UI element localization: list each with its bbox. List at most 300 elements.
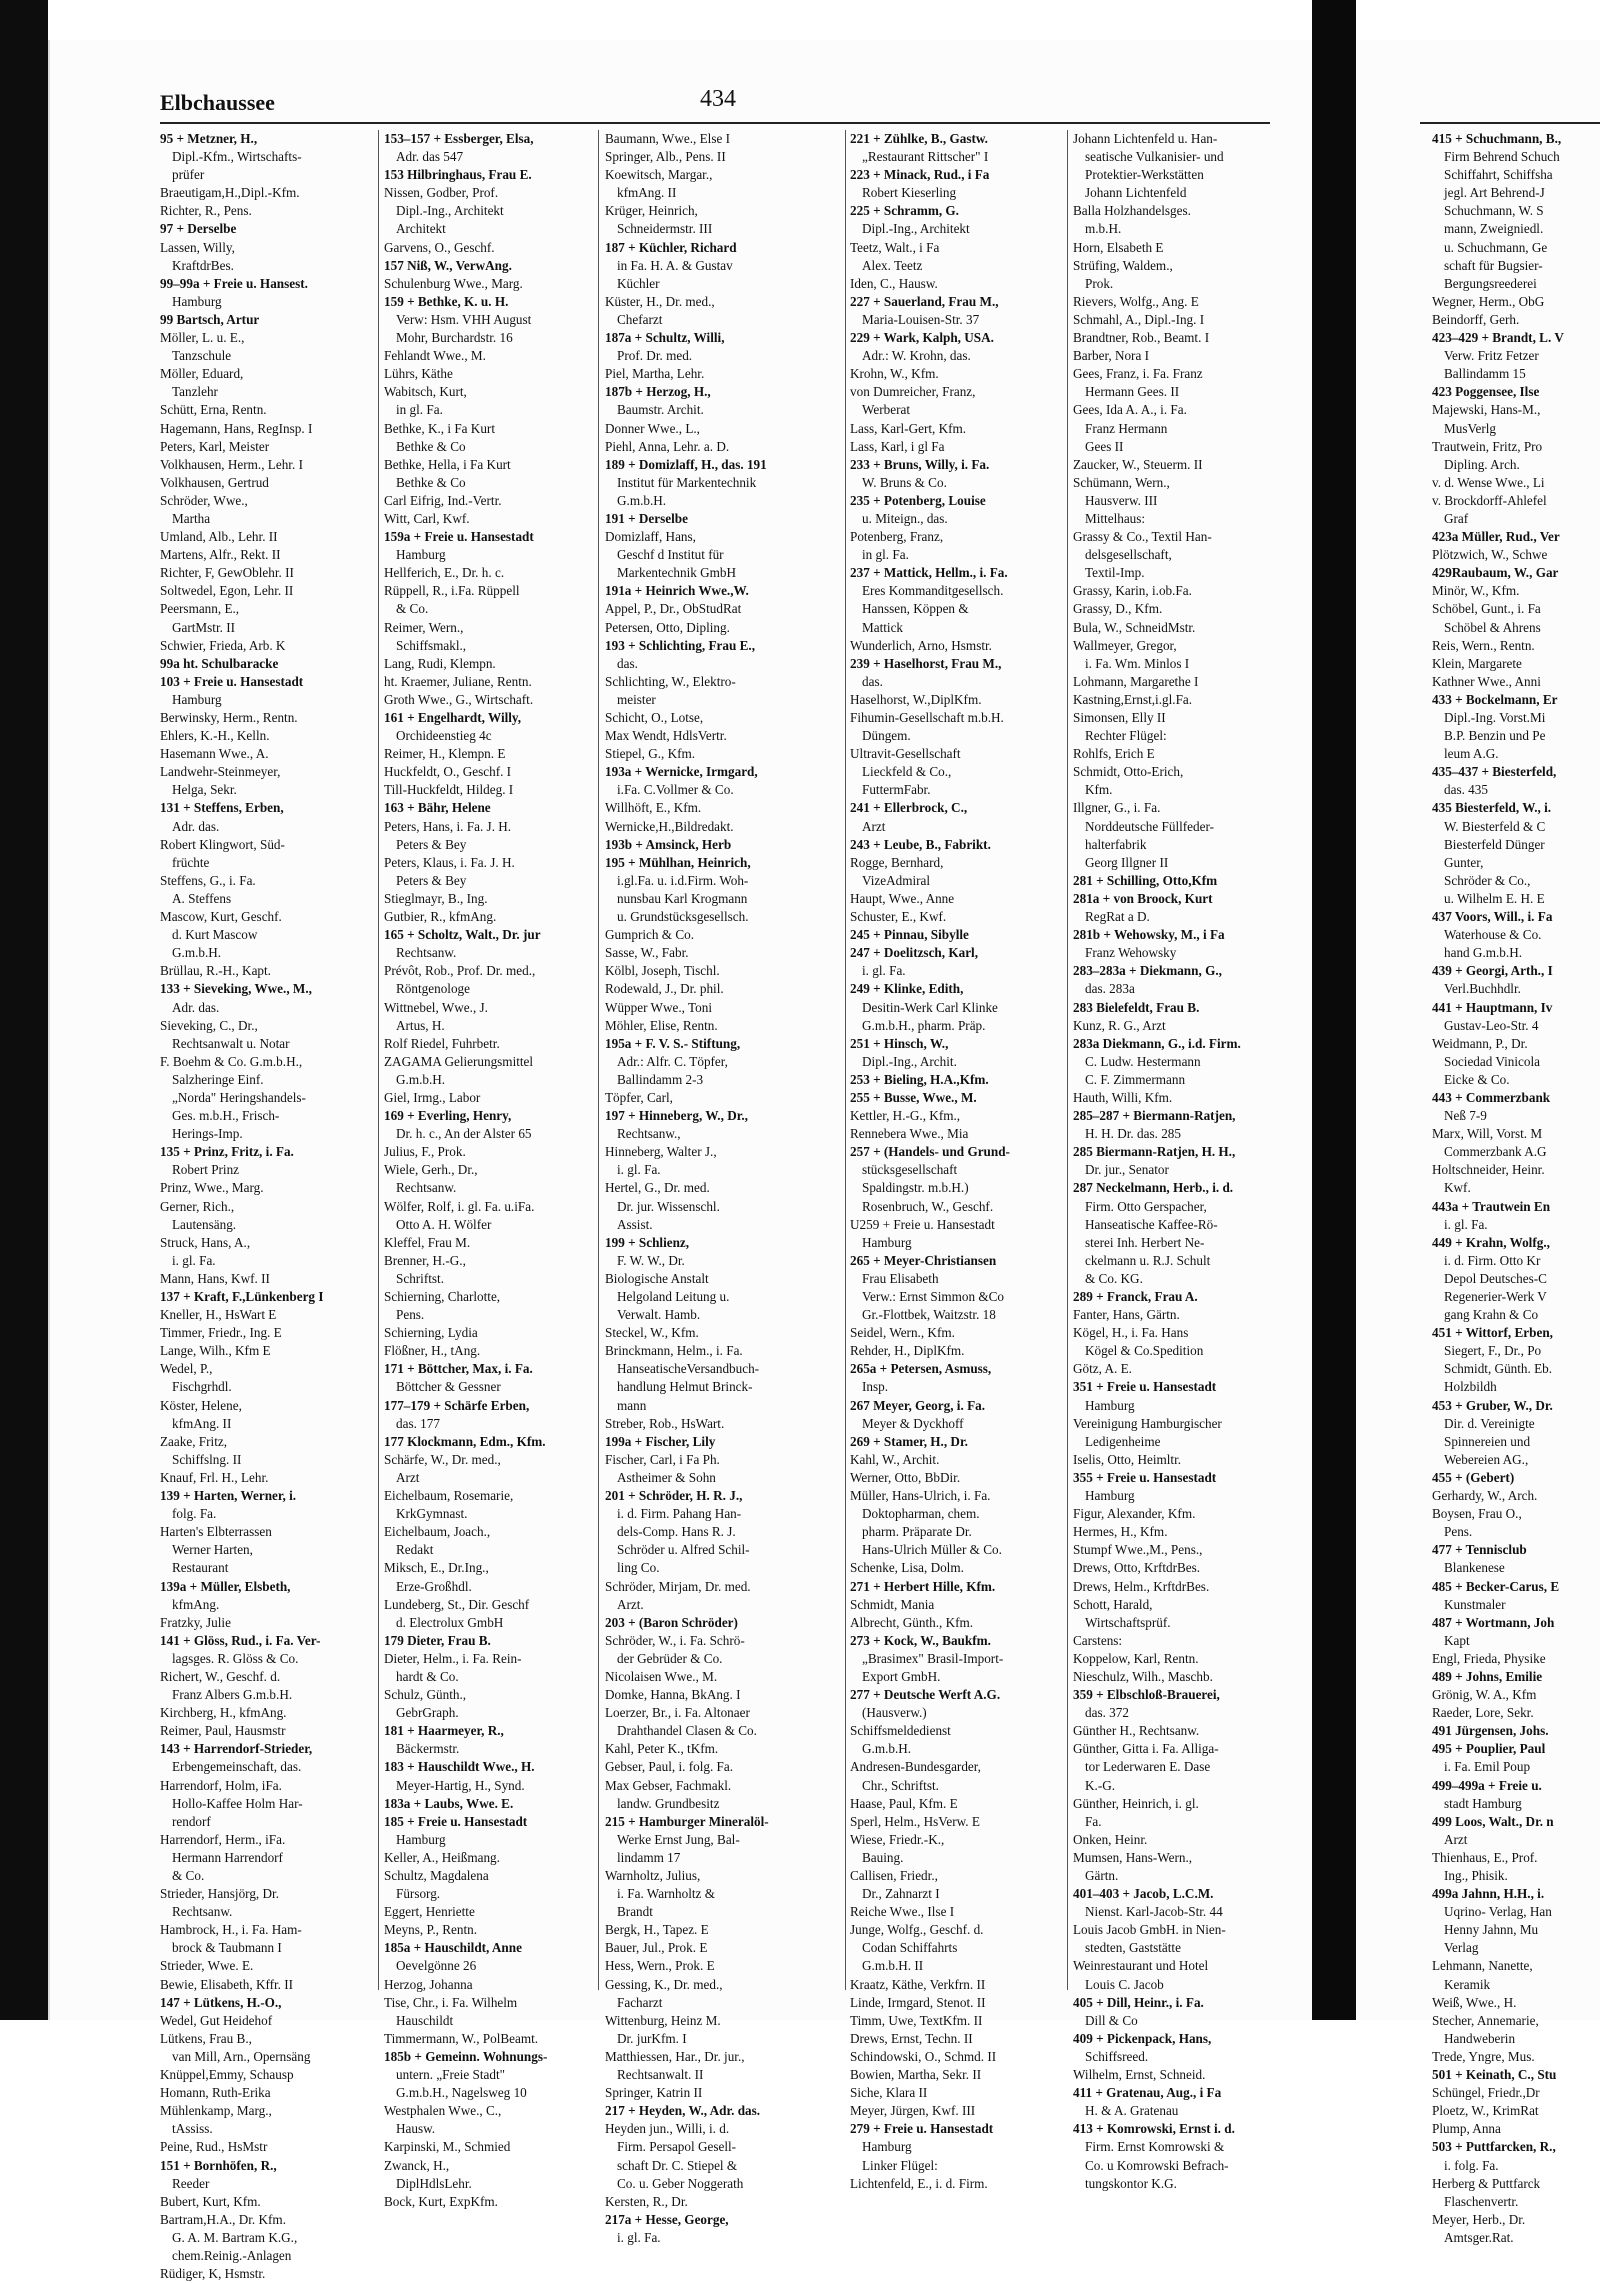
directory-entry-line: Franz Albers G.m.b.H. [172,1687,293,1703]
directory-entry-line: Schröder, W., i. Fa. Schrö- [605,1632,745,1648]
directory-entry-line: Reimer, Paul, Hausmstr [160,1723,286,1739]
directory-entry-line: 411 + Gratenau, Aug., i Fa [1073,2085,1222,2101]
directory-entry-line: tungskontor K.G. [1085,2175,1177,2191]
directory-entry-line: Schröder, Wwe., [160,492,248,508]
next-page-header-rule [1420,100,1600,124]
directory-entry-line: 201 + Schröder, H. R. J., [605,1488,743,1504]
directory-entry-line: i. gl. Fa. [862,963,906,979]
directory-entry-line: 193 + Schlichting, Frau E., [605,637,756,653]
directory-entry-line: Schlichting, W., Elektro- [605,673,736,689]
directory-entry-line: Orchideenstieg 4c [396,728,492,744]
directory-entry-line: Hagemann, Hans, RegInsp. I [160,420,313,436]
directory-entry-line: Artus, H. [396,1017,445,1033]
directory-entry-line: 265a + Petersen, Asmuss, [850,1361,992,1377]
directory-entry-line: Sasse, W., Fabr. [605,945,689,961]
directory-entry-line: Pens. [396,1307,425,1323]
directory-entry-line: Küster, H., Dr. med., [605,293,715,309]
directory-entry-line: Uqrino- Verlag, Han [1444,1904,1552,1920]
directory-entry-line: kfmAng. II [172,1415,232,1431]
directory-entry-line: Hertel, G., Dr. med. [605,1180,710,1196]
directory-entry-line: Georg Illgner II [1085,854,1169,870]
directory-entry-line: Siche, Klara II [850,2085,928,2101]
directory-entry-line: 233 + Bruns, Willy, i. Fa. [850,456,990,472]
directory-column-2 [384,130,589,2209]
directory-entry-line: Gessing, K., Dr. med., [605,1976,723,1992]
directory-entry-line: Drews, Ernst, Techn. II [850,2030,973,2046]
directory-entry-line: Wedel, Gut Heidehof [160,2012,273,2028]
directory-entry-line: 185a + Hauschildt, Anne [384,1940,522,1956]
directory-entry-line: Oevelgönne 26 [396,1958,477,1974]
directory-entry-line: Mascow, Kurt, Geschf. [160,909,282,925]
directory-entry-line: Co. u. Geber Noggerath [617,2175,744,2191]
directory-entry-line: v. Brockdorff-Ahlefel [1432,492,1547,508]
directory-entry-line: Meyer, Herb., Dr. [1432,2211,1526,2227]
directory-entry-line: Springer, Alb., Pens. II [605,149,726,165]
directory-entry-line: i. Fa. Warnholtz & [617,1886,715,1902]
directory-entry-line: Redakt [396,1542,434,1558]
directory-entry-line: Kastning,Ernst,i.gl.Fa. [1073,691,1193,707]
directory-entry-line: Hamburg [862,2139,912,2155]
directory-entry-line: Fa. [1085,1813,1102,1829]
directory-entry-line: Rennebera Wwe., Mia [850,1126,969,1142]
directory-entry-line: Peersmann, E., [160,601,240,617]
directory-entry-line: 351 + Freie u. Hansestadt [1073,1379,1217,1395]
directory-entry-line: B.P. Benzin und Pe [1444,728,1546,744]
directory-entry-line: Weiß, Wwe., H. [1432,1994,1517,2010]
directory-entry-line: 135 + Prinz, Fritz, i. Fa. [160,1144,294,1160]
column-divider [1067,130,1068,1990]
directory-entry-line: Wabitsch, Kurt, [384,384,467,400]
directory-entry-line: Dieter, Helm., i. Fa. Rein- [384,1650,522,1666]
directory-entry-line: Domizlaff, Hans, [605,529,696,545]
directory-entry-line: Prok. [1085,275,1114,291]
directory-entry-line: Wallmeyer, Gregor, [1073,637,1177,653]
directory-entry-line: Eggert, Henriette [384,1904,475,1920]
directory-entry-line: Plötzwich, W., Schwe [1432,547,1548,563]
directory-entry-line: Gerhardy, W., Arch. [1432,1488,1538,1504]
directory-entry-line: Schierning, Lydia [384,1325,478,1341]
directory-entry-line: Linde, Irmgard, Stenot. II [850,1994,986,2010]
directory-entry-line: Reimer, H., Klempn. E [384,746,506,762]
directory-entry-line: Stiepel, G., Kfm. [605,746,696,762]
directory-entry-line: Norddeutsche Füllfeder- [1085,818,1215,834]
directory-entry-line: Brüllau, R.-H., Kapt. [160,963,271,979]
directory-entry-line: i. d. Firm. Pahang Han- [617,1506,742,1522]
directory-entry-line: Rogge, Bernhard, [850,854,944,870]
directory-entry-line: 131 + Steffens, Erben, [160,800,284,816]
directory-entry-line: Protektier-Werkstätten [1085,167,1204,183]
directory-entry-line: Graf [1444,510,1469,526]
directory-entry-line: 195a + F. V. S.- Stiftung, [605,1035,741,1051]
directory-entry-line: Illgner, G., i. Fa. [1073,800,1161,816]
directory-entry-line: Rechtsanw. [396,945,457,961]
directory-entry-line: 187a + Schultz, Willi, [605,330,725,346]
directory-entry-line: 257 + (Handels- und Grund- [850,1144,1010,1160]
column-divider [598,130,599,1990]
directory-entry-line: Alex. Teetz [862,257,923,273]
directory-entry-line: 423 Poggensee, Ilse [1432,384,1540,400]
directory-entry-line: Markentechnik GmbH [617,565,737,581]
directory-entry-line: G.m.b.H., Nagelsweg 10 [396,2085,527,2101]
directory-entry-line: brock & Taubmann I [172,1940,282,1956]
directory-entry-line: Arzt [1444,1831,1468,1847]
directory-entry-line: Webereien AG., [1444,1451,1529,1467]
directory-entry-line: Donner Wwe., L., [605,420,700,436]
directory-entry-line: Geschf d Institut für [617,547,724,563]
directory-entry-line: Sociedad Vinicola [1444,1053,1541,1069]
directory-entry-line: Grassy, D., Kfm. [1073,601,1163,617]
directory-entry-line: Rechtsanw. [172,1904,233,1920]
directory-entry-line: U259 + Freie u. Hansestadt [850,1216,995,1232]
directory-entry-line: Rüdiger, K, Hsmstr. [160,2266,266,2282]
directory-entry-line: Wiese, Friedr.-K., [850,1831,945,1847]
directory-entry-line: Harten's Elbterrassen [160,1524,272,1540]
directory-entry-line: W. Bruns & Co. [862,474,947,490]
directory-entry-line: 281 + Schilling, Otto,Kfm [1073,872,1218,888]
directory-entry-line: & Co. [396,601,429,617]
directory-entry-line: Schneidermstr. III [617,221,713,237]
directory-entry-line: H. H. Dr. das. 285 [1085,1126,1181,1142]
directory-entry-line: Gerner, Rich., [160,1198,235,1214]
directory-entry-line: sterei Inh. Herbert Ne- [1085,1234,1205,1250]
directory-entry-line: meister [617,691,656,707]
directory-entry-line: u. Miteign., das. [862,510,948,526]
directory-entry-line: Assist. [617,1216,653,1232]
directory-entry-line: Tise, Chr., i. Fa. Wilhelm [384,1994,518,2010]
directory-entry-line: Ges. m.b.H., Frisch- [172,1108,280,1124]
directory-entry-line: Verl.Buchhdlr. [1444,981,1521,997]
directory-entry-line: Kraatz, Käthe, Verkfrn. II [850,1976,986,1992]
directory-entry-line: Junge, Wolfg., Geschf. d. [850,1922,984,1938]
directory-entry-line: Schümann, Wern., [1073,474,1170,490]
directory-entry-line: Düngem. [862,728,911,744]
directory-entry-line: Gr.-Flottbek, Waitzstr. 18 [862,1307,996,1323]
directory-entry-line: 401–403 + Jacob, L.C.M. [1073,1886,1214,1902]
directory-entry-line: Bethke, K., i Fa Kurt [384,420,495,436]
directory-entry-line: Dr., Zahnarzt I [862,1886,940,1902]
directory-entry-line: Weidmann, P., Dr. [1432,1035,1528,1051]
directory-entry-line: leum A.G. [1444,746,1499,762]
directory-entry-line: Braeutigam,H.,Dipl.-Kfm. [160,185,300,201]
directory-entry-line: i.gl.Fa. u. i.d.Firm. Woh- [617,872,749,888]
directory-entry-line: 165 + Scholtz, Walt., Dr. jur [384,927,541,943]
directory-entry-line: i. gl. Fa. [172,1252,216,1268]
directory-entry-line: 405 + Dill, Heinr., i. Fa. [1073,1994,1204,2010]
directory-entry-line: Grassy & Co., Textil Han- [1073,529,1212,545]
directory-entry-line: 271 + Herbert Hille, Kfm. [850,1578,996,1594]
directory-entry-line: Verlag [1444,1940,1479,1956]
directory-entry-line: Strieder, Hansjörg, Dr. [160,1886,279,1902]
directory-entry-line: Hausverw. III [1085,492,1158,508]
directory-entry-line: Hauschildt [396,2012,454,2028]
directory-entry-line: 197 + Hinneberg, W., Dr., [605,1108,748,1124]
directory-entry-line: & Co. [172,1868,205,1883]
directory-entry-line: 195 + Mühlhan, Heinrich, [605,854,751,870]
directory-entry-line: Max Gebser, Fachmakl. [605,1777,732,1793]
directory-entry-line: Commerzbank A.G [1444,1144,1547,1160]
directory-entry-line: 409 + Pickenpack, Hans, [1073,2030,1212,2046]
directory-entry-line: Kögel & Co.Spedition [1085,1343,1204,1359]
directory-entry-line: Rüppell, R., i.Fa. Rüppell [384,583,520,599]
directory-entry-line: Ploetz, W., KrimRat [1432,2103,1539,2119]
directory-entry-line: Nienst. Karl-Jacob-Str. 44 [1085,1904,1223,1920]
directory-entry-line: 151 + Bornhöfen, R., [160,2157,277,2173]
directory-entry-line: Mohr, Burchardstr. 16 [396,330,513,346]
directory-entry-line: Spaldingstr. m.b.H.) [862,1180,969,1196]
directory-entry-line: Trede, Yngre, Mus. [1432,2048,1535,2064]
directory-entry-line: MusVerlg [1444,420,1497,436]
directory-entry-line: 239 + Haselhorst, Frau M., [850,655,1002,671]
directory-entry-line: Vereinigung Hamburgischer [1073,1415,1222,1431]
directory-entry-line: Gustav-Leo-Str. 4 [1444,1017,1539,1033]
directory-entry-line: Thienhaus, E., Prof. [1432,1849,1538,1865]
directory-column-3 [605,130,810,2245]
directory-entry-line: Günther H., Rechtsanw. [1073,1723,1200,1739]
directory-entry-line: Sieveking, C., Dr., [160,1017,258,1033]
directory-entry-line: G.m.b.H. [617,492,667,508]
directory-entry-line: Firm. Otto Gerspacher, [1085,1198,1207,1214]
directory-entry-line: Robert Kieserling [862,185,957,201]
directory-entry-line: Reiche Wwe., Ilse I [850,1904,955,1920]
directory-entry-line: Schüngel, Friedr.,Dr [1432,2085,1540,2101]
directory-entry-line: 253 + Bieling, H.A.,Kfm. [850,1071,989,1087]
directory-entry-line: Neß 7-9 [1444,1108,1487,1124]
directory-entry-line: Adr. das. [172,999,220,1015]
directory-entry-line: Spinnereien und [1444,1433,1531,1449]
directory-entry-line: Robert Klingwort, Süd- [160,836,285,852]
directory-entry-line: Warnholtz, Julius, [605,1868,701,1883]
directory-entry-line: Steckel, W., Kfm. [605,1325,699,1341]
directory-entry-line: 503 + Puttfarcken, R., [1432,2139,1556,2155]
directory-entry-line: Rechtsanw. [396,1180,457,1196]
directory-entry-line: „Brasimex" Brasil-Import- [862,1650,1004,1666]
directory-entry-line: 453 + Gruber, W., Dr. [1432,1397,1553,1413]
directory-entry-line: Dir. d. Vereinigte [1444,1415,1535,1431]
directory-entry-line: Dr. jur., Senator [1085,1162,1169,1178]
directory-entry-line: Fürsorg. [396,1886,441,1902]
directory-entry-line: 435 Biesterfeld, W., i. [1432,800,1552,816]
directory-entry-line: Bock, Kurt, ExpKfm. [384,2193,498,2209]
directory-entry-line: delsgesellschaft, [1085,547,1172,563]
directory-entry-line: Restaurant [172,1560,229,1576]
directory-entry-line: Bula, W., SchneidMstr. [1073,619,1196,635]
directory-entry-line: Schott, Harald, [1073,1596,1153,1612]
directory-entry-line: Homann, Ruth-Erika [160,2085,271,2101]
directory-entry-line: 241 + Ellerbrock, C., [850,800,968,816]
directory-entry-line: 281b + Wehowsky, M., i Fa [1073,927,1225,943]
directory-entry-line: VizeAdmiral [862,872,931,888]
directory-entry-line: Dipl.-Ing. Vorst.Mi [1444,710,1546,725]
directory-entry-line: Lohmann, Margarethe I [1073,673,1199,689]
directory-entry-line: Ehlers, K.-H., Kelln. [160,728,270,744]
directory-column-5 [1073,130,1278,2191]
directory-entry-line: Gutbier, R., kfmAng. [384,909,497,925]
directory-entry-line: Nissen, Godber, Prof. [384,185,499,201]
directory-entry-line: Kathner Wwe., Anni [1432,673,1541,689]
directory-entry-line: Witt, Carl, Kwf. [384,510,470,526]
directory-entry-line: C. F. Zimmermann [1085,1071,1186,1087]
directory-entry-line: 455 + (Gebert) [1432,1469,1515,1485]
directory-entry-line: jegl. Art Behrend-J [1444,185,1545,201]
directory-entry-line: Tanzschule [172,348,232,364]
directory-entry-line: 285 Biermann-Ratjen, H. H., [1073,1144,1236,1160]
directory-entry-line: 235 + Potenberg, Louise [850,492,986,508]
directory-entry-line: Adr. das. [172,818,220,834]
directory-entry-line: Böttcher & Gessner [396,1379,501,1395]
directory-entry-line: Iden, C., Hausw. [850,275,938,291]
directory-entry-line: Krüger, Heinrich, [605,203,698,219]
directory-entry-line: 281a + von Broock, Kurt [1073,890,1213,906]
directory-entry-line: 191a + Heinrich Wwe.,W. [605,583,749,599]
directory-entry-line: gang Krahn & Co [1444,1307,1539,1323]
directory-entry-line: Karpinski, M., Schmied [384,2139,511,2155]
directory-entry-line: Handweberin [1444,2030,1516,2046]
page-number: 434 [700,86,736,112]
directory-entry-line: das. 283a [1085,981,1135,997]
directory-entry-line: Holzbildh [1444,1379,1497,1395]
directory-entry-line: Knauf, Frl. H., Lehr. [160,1469,269,1485]
directory-entry-line: Helgoland Leitung u. [617,1289,730,1304]
directory-entry-line: Schiffsmakl., [396,637,467,653]
directory-entry-line: Baumstr. Archit. [617,402,704,418]
directory-entry-line: 247 + Doelitzsch, Karl, [850,945,979,961]
directory-entry-line: 269 + Stamer, H., Dr. [850,1433,968,1449]
directory-entry-line: 143 + Harrendorf-Strieder, [160,1741,313,1757]
directory-entry-line: stadt Hamburg [1444,1795,1522,1811]
directory-entry-line: Koewitsch, Margar., [605,167,713,183]
directory-entry-line: Wegner, Herm., ObG [1432,293,1545,309]
directory-entry-line: Teetz, Walt., i Fa [850,239,940,255]
directory-entry-line: Co. u Komrowski Befrach- [1085,2157,1229,2173]
directory-entry-line: Bubert, Kurt, Kfm. [160,2193,261,2209]
directory-entry-line: Herberg & Puttfarck [1432,2175,1541,2191]
directory-entry-line: Ballindamm 2-3 [617,1071,704,1087]
directory-entry-line: Textil-Imp. [1085,565,1145,581]
directory-entry-line: 255 + Busse, Wwe., M. [850,1089,977,1105]
book-spine [0,0,48,2020]
directory-entry-line: Bartram,H.A., Dr. Kfm. [160,2211,286,2227]
directory-entry-line: Hinneberg, Walter J., [605,1144,717,1160]
directory-entry-line: Arzt. [617,1596,644,1612]
directory-entry-line: Schiffslng. II [172,1451,242,1467]
directory-entry-line: 153 Hilbringhaus, Frau E. [384,167,532,183]
directory-entry-line: Chefarzt [617,311,663,327]
directory-entry-line: Zaucker, W., Steuerm. II [1073,456,1203,472]
directory-entry-line: Fratzky, Julie [160,1614,231,1630]
directory-entry-line: Trautwein, Fritz, Pro [1432,438,1543,454]
directory-entry-line: u. Wilhelm E. H. E [1444,890,1545,906]
directory-entry-line: Wölfer, Rolf, i. gl. Fa. u.iFa. [384,1198,535,1214]
directory-entry-line: Onken, Heinr. [1073,1831,1148,1847]
directory-entry-line: dels-Comp. Hans R. J. [617,1524,736,1540]
directory-entry-line: Umland, Alb., Lehr. II [160,529,278,545]
directory-entry-line: Schütt, Erna, Rentn. [160,402,267,418]
directory-entry-line: Brinckmann, Helm., i. Fa. [605,1343,743,1359]
directory-entry-line: Soltwedel, Egon, Lehr. II [160,583,294,599]
directory-entry-line: das. [617,655,638,671]
directory-entry-line: Struck, Hans, A., [160,1234,251,1250]
directory-entry-line: 189 + Domizlaff, H., das. 191 [605,456,767,472]
directory-entry-line: 429Raubaum, W., Gar [1432,565,1559,581]
directory-entry-line: Insp. [862,1379,889,1395]
directory-entry-line: Röntgenologe [396,981,470,997]
directory-entry-line: Gumprich & Co. [605,927,695,943]
directory-entry-line: 273 + Kock, W., Baukfm. [850,1632,991,1648]
directory-entry-line: Meyer, Jürgen, Kwf. III [850,2103,976,2119]
directory-entry-line: Knüppel,Emmy, Schausp [160,2067,294,2083]
directory-entry-line: Rolf Riedel, Fuhrbetr. [384,1035,500,1051]
directory-entry-line: Hamburg [172,293,222,309]
directory-entry-line: Verw.: Ernst Simmon &Co [862,1289,1005,1304]
directory-entry-line: 423–429 + Brandt, L. V [1432,330,1564,346]
directory-entry-line: Lehmann, Nanette, [1432,1958,1533,1974]
directory-entry-line: Zwanck, H., [384,2157,450,2173]
directory-entry-line: landw. Grundbesitz [617,1795,720,1811]
directory-entry-line: hardt & Co. [396,1668,459,1684]
directory-entry-line: Dipling. Arch. [1444,456,1520,472]
directory-entry-line: F. W. W., Dr. [617,1252,685,1268]
directory-entry-line: Günther, Heinrich, i. gl. [1073,1795,1199,1811]
directory-entry-line: Keller, A., Heißmang. [384,1849,500,1865]
directory-entry-line: Architekt [396,221,446,237]
directory-entry-line: Schmidt, Günth. Eb. [1444,1361,1553,1377]
directory-entry-line: Landwehr-Steinmeyer, [160,764,281,780]
directory-entry-line: Heyden jun., Willi, i. d. [605,2121,730,2137]
directory-entry-line: G.m.b.H. [172,945,222,961]
directory-entry-line: Eichelbaum, Joach., [384,1524,491,1540]
directory-entry-line: 137 + Kraft, F.,Lünkenberg I [160,1289,324,1304]
column-divider [845,130,846,1990]
directory-entry-line: Rechtsanwalt. II [617,2067,704,2083]
directory-entry-line: halterfabrik [1085,836,1147,852]
directory-entry-line: Johann Lichtenfeld u. Han- [1073,131,1218,146]
directory-entry-line: Harrendorf, Holm, iFa. [160,1777,282,1793]
directory-entry-line: 139a + Müller, Elsbeth, [160,1578,291,1594]
directory-entry-line: Hamburg [862,1234,912,1250]
directory-entry-line: Mittelhaus: [1085,510,1146,526]
directory-entry-line: Schröder & Co., [1444,872,1531,888]
directory-entry-line: Hanssen, Köppen & [862,601,969,617]
directory-entry-line: Rosenbruch, W., Geschf. [862,1198,994,1214]
directory-entry-line: KrkGymnast. [396,1506,468,1522]
directory-entry-line: Berwinsky, Herm., Rentn. [160,710,298,725]
directory-entry-line: Flößner, H., tAng. [384,1343,481,1359]
directory-entry-line: Richert, W., Geschf. d. [160,1668,281,1684]
directory-entry-line: Timm, Uwe, TextKfm. II [850,2012,983,2028]
directory-entry-line: Fehlandt Wwe., M. [384,348,486,364]
directory-entry-line: Giel, Irmg., Labor [384,1089,481,1105]
directory-entry-line: m.b.H. [1085,221,1122,237]
directory-entry-line: 183 + Hauschildt Wwe., H. [384,1759,535,1775]
directory-entry-line: 183a + Laubs, Wwe. E. [384,1795,514,1811]
directory-entry-line: prüfer [172,167,205,183]
directory-entry-line: Groth Wwe., G., Wirtschaft. [384,691,534,707]
directory-entry-line: seatische Vulkanisier- und [1085,149,1224,165]
directory-entry-line: Mumsen, Hans-Wern., [1073,1849,1193,1865]
directory-entry-line: Carstens: [1073,1632,1123,1648]
directory-entry-line: Eichelbaum, Rosemarie, [384,1488,514,1504]
directory-entry-line: Schultz, Magdalena [384,1868,489,1883]
directory-entry-line: Dipl.-Ing., Architekt [396,203,504,219]
directory-entry-line: Siegert, F., Dr., Po [1444,1343,1542,1359]
directory-entry-line: van Mill, Arn., Opernsäng [172,2048,311,2064]
directory-entry-line: 249 + Klinke, Edith, [850,981,964,997]
directory-entry-line: Schulenburg Wwe., Marg. [384,275,523,291]
directory-entry-line: Möller, L. u. E., [160,330,245,346]
directory-entry-line: Wiele, Gerh., Dr., [384,1162,478,1178]
directory-column-1 [160,130,365,2282]
directory-entry-line: Kahl, Peter K., tKfm. [605,1741,719,1757]
